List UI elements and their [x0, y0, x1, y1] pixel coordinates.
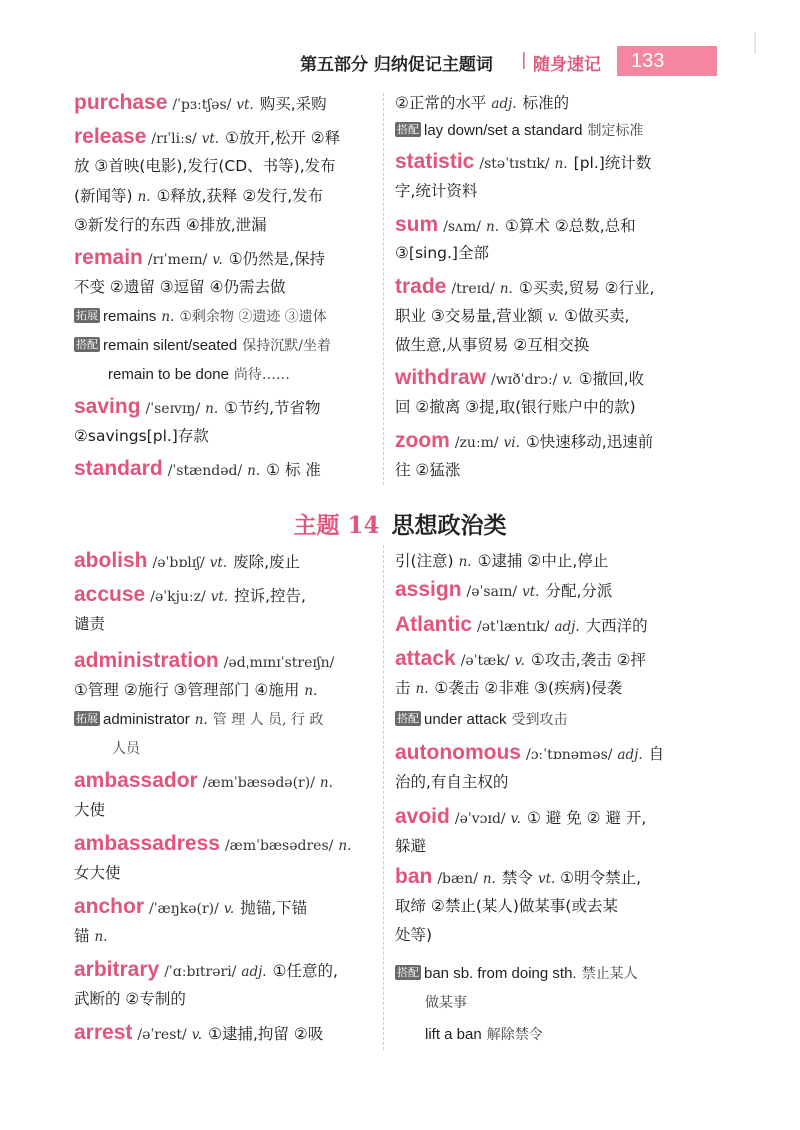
- entry-line: [74, 706, 323, 732]
- entry-line: [395, 922, 432, 948]
- headword: ambassadress: [74, 832, 220, 855]
- entry-line: [425, 989, 467, 1015]
- definition: 职业 ③交易量,营业额: [395, 307, 543, 325]
- entry-line: [395, 675, 622, 701]
- definition: ②正常的水平: [395, 94, 487, 112]
- definition: ①管理 ②施行 ③管理部门 ④施用: [74, 681, 300, 699]
- part-of-speech: v.: [212, 252, 223, 268]
- example-phrase: remain to be done: [108, 366, 229, 383]
- definition: 标准的: [522, 94, 570, 112]
- entry-line: [74, 394, 321, 420]
- entry-line: [74, 332, 331, 358]
- definition: 往 ②猛涨: [395, 461, 461, 479]
- section-name: 思想政治类: [391, 512, 507, 539]
- entry-line: [74, 212, 267, 238]
- headword: ambassador: [74, 769, 198, 792]
- part-of-speech: vi.: [503, 435, 520, 451]
- definition: ①撤回,收: [578, 370, 645, 388]
- part-of-speech: n.: [486, 219, 499, 235]
- entry-line: [74, 456, 321, 482]
- definition: ①放开,松开 ②释: [225, 129, 341, 147]
- example-gloss: 保持沉默/坐着: [242, 338, 331, 354]
- entry-line: [74, 768, 333, 794]
- definition: 取缔 ②禁止(某人)做某事(或去某: [395, 897, 618, 915]
- entry-line: [395, 706, 568, 732]
- phonetic: /stəˈtɪstɪk/: [479, 156, 550, 172]
- part-of-speech: vt.: [537, 871, 556, 887]
- entry-line: [74, 894, 307, 920]
- part-of-speech: n.: [304, 683, 318, 699]
- example-gloss: ①剩余物 ②遗迹 ③遗体: [179, 309, 327, 325]
- definition: 做生意,从事贸易 ②互相交换: [395, 336, 590, 354]
- phonetic: /bæn/: [437, 871, 478, 887]
- header-separator: |: [521, 50, 527, 70]
- entry-line: [74, 648, 334, 674]
- part-title: 第五部分 归纳促记主题词: [300, 55, 493, 75]
- entry-line: [395, 646, 646, 672]
- definition: ①任意的,: [272, 962, 338, 980]
- section-title: [0, 507, 800, 540]
- phonetic: /æmˈbæsədres/: [224, 838, 334, 854]
- part-of-speech: n.: [137, 189, 151, 205]
- part-of-speech: adj.: [554, 619, 580, 635]
- entry-line: [395, 178, 477, 204]
- entry-line: [74, 986, 186, 1012]
- tag-collocation: 搭配: [76, 338, 98, 351]
- phonetic: /əˈvɔɪd/: [454, 811, 506, 827]
- example-phrase: remains: [103, 308, 157, 325]
- definition: ①做买卖,: [564, 307, 630, 325]
- entry-line: [395, 960, 638, 986]
- definition: 回 ②撤离 ③提,取(银行账户中的款): [395, 398, 636, 416]
- definition: ①逮捕 ②中止,停止: [477, 552, 609, 570]
- section-number: 主题 14: [293, 512, 380, 539]
- entry-line: [74, 124, 340, 150]
- definition: ① 标 准: [266, 461, 321, 479]
- phonetic: /əˈrest/: [137, 1027, 187, 1043]
- example-gloss: 禁止某人: [581, 966, 638, 982]
- part-of-speech: adj.: [617, 747, 643, 763]
- definition: 女大使: [74, 864, 121, 882]
- definition: 购买,采购: [259, 95, 327, 113]
- definition: 击: [395, 679, 411, 697]
- tag-expand: 拓展: [76, 712, 98, 725]
- phonetic: /ətˈlæntɪk/: [477, 619, 550, 635]
- example-gloss: 制定标准: [587, 123, 644, 139]
- part-of-speech: n.: [554, 156, 568, 172]
- definition: [pl.]统计数: [573, 154, 652, 172]
- entry-line: [74, 548, 300, 574]
- phonetic: /sʌm/: [443, 219, 481, 235]
- headword: avoid: [395, 805, 450, 828]
- headword: trade: [395, 275, 447, 298]
- entry-line: [395, 612, 648, 638]
- definition: 放 ③首映(电影),发行(CD、书等),发布: [74, 157, 336, 175]
- headword: administration: [74, 649, 219, 672]
- entry-line: [395, 577, 612, 603]
- definition: 控诉,控告,: [234, 587, 306, 605]
- entry-line: [395, 833, 426, 859]
- definition: ③[sing.]全部: [395, 244, 489, 262]
- column-divider-top: [383, 93, 384, 485]
- headword: assign: [395, 578, 462, 601]
- headword: autonomous: [395, 741, 521, 764]
- entry-line: [395, 864, 641, 890]
- page-header: [0, 46, 800, 80]
- definition: (新闻等): [74, 187, 133, 205]
- phonetic: /ˈseɪvɪŋ/: [145, 401, 201, 417]
- part-of-speech: adj.: [241, 964, 267, 980]
- phonetic: /ˈɑːbɪtrəri/: [164, 964, 237, 980]
- example-gloss: 管 理 人 员, 行 政: [212, 712, 324, 728]
- definition: 谴责: [74, 615, 106, 633]
- definition: ① 避 免 ② 避 开,: [526, 809, 647, 827]
- definition: ③新发行的东西 ④排放,泄漏: [74, 216, 267, 234]
- entry-line: [74, 153, 336, 179]
- headword: arbitrary: [74, 958, 160, 981]
- entry-line: [395, 117, 643, 143]
- header-subtitle: 随身速记: [533, 55, 601, 75]
- entry-line: [74, 582, 306, 608]
- example-phrase: ban sb. from doing sth.: [424, 965, 577, 982]
- definition: ①攻击,袭击 ②抨: [530, 651, 647, 669]
- definition: 武断的 ②专制的: [74, 990, 186, 1008]
- headword: release: [74, 125, 147, 148]
- phonetic: /rɪˈmeɪn/: [147, 252, 208, 268]
- part-of-speech: vt.: [522, 584, 540, 600]
- phonetic: /əˈkjuːz/: [150, 589, 206, 605]
- definition: 大使: [74, 801, 106, 819]
- entry-line: [74, 90, 327, 116]
- example-phrase: lift a ban: [425, 1026, 482, 1043]
- entry-line: [395, 428, 653, 454]
- definition: ①算术 ②总数,总和: [505, 217, 636, 235]
- headword: sum: [395, 213, 439, 236]
- definition: 不变 ②遗留 ③逗留 ④仍需去做: [74, 278, 286, 296]
- phonetic: /ˈæŋkə(r)/: [149, 901, 219, 917]
- part-of-speech: vt.: [236, 97, 254, 113]
- entry-line: [74, 957, 338, 983]
- headword: zoom: [395, 429, 450, 452]
- part-of-speech: v.: [191, 1027, 203, 1043]
- definition: 治的,有自主权的: [395, 773, 509, 791]
- definition: ①买卖,贸易 ②行业,: [518, 279, 655, 297]
- headword: withdraw: [395, 366, 487, 389]
- part-of-speech: n.: [194, 712, 208, 728]
- column-divider-bottom: [383, 545, 384, 1050]
- entry-line: [74, 1020, 323, 1046]
- definition: 大西洋的: [585, 617, 648, 635]
- phonetic: /zuːm/: [454, 435, 499, 451]
- entry-line: [74, 245, 325, 271]
- entry-line: [395, 769, 508, 795]
- definition: ①释放,获释 ②发行,发布: [156, 187, 324, 205]
- entry-line: [425, 1021, 543, 1047]
- example-phrase: under attack: [424, 711, 507, 728]
- definition: ①明令禁止,: [560, 869, 642, 887]
- phonetic: /əˈtæk/: [460, 653, 510, 669]
- page-edge-mark: [754, 32, 756, 54]
- example-phrase: remain silent/seated: [103, 337, 238, 354]
- phonetic: /əˈsaɪn/: [466, 584, 518, 600]
- entry-line: [395, 149, 651, 175]
- definition: 自: [648, 745, 665, 763]
- entry-line: [108, 361, 290, 387]
- part-of-speech: vt.: [209, 555, 228, 571]
- phonetic: /ədˌmɪnɪˈstreɪʃn/: [223, 655, 335, 671]
- entry-line: [74, 274, 285, 300]
- part-of-speech: n.: [499, 281, 513, 297]
- entry-line: [395, 303, 629, 329]
- part-of-speech: vt.: [201, 131, 220, 147]
- entry-line: [395, 548, 608, 574]
- phonetic: /wɪðˈdrɔː/: [491, 372, 558, 388]
- headword: arrest: [74, 1021, 133, 1044]
- entry-line: [74, 923, 108, 949]
- part-of-speech: n.: [482, 871, 496, 887]
- entry-line: [395, 240, 489, 266]
- part-of-speech: v.: [514, 653, 525, 669]
- entry-line: [395, 893, 618, 919]
- part-of-speech: v.: [562, 372, 573, 388]
- entry-line: [395, 90, 569, 116]
- tag-expand: 拓展: [76, 309, 98, 322]
- example-gloss: 做某事: [425, 995, 467, 1011]
- entry-line: [395, 804, 646, 830]
- part-of-speech: n.: [205, 401, 219, 417]
- definition: 禁令: [501, 869, 533, 887]
- part-of-speech: v.: [547, 309, 559, 325]
- headword: standard: [74, 457, 163, 480]
- part-of-speech: n.: [247, 463, 261, 479]
- entry-line: [395, 274, 654, 300]
- headword: anchor: [74, 895, 145, 918]
- headword: Atlantic: [395, 613, 473, 636]
- entry-line: [395, 394, 636, 420]
- definition: 引(注意): [395, 552, 454, 570]
- definition: ①袭击 ②非难 ③(疾病)侵袭: [434, 679, 623, 697]
- entry-line: [74, 677, 317, 703]
- headword: accuse: [74, 583, 146, 606]
- page-number: 133: [617, 46, 717, 76]
- entry-line: [395, 332, 589, 358]
- definition: 躲避: [395, 837, 427, 855]
- definition: 抛锚,下锚: [240, 899, 308, 917]
- phonetic: /ɔːˈtɒnəməs/: [526, 747, 613, 763]
- entry-line: [395, 212, 636, 238]
- definition: ①逮捕,拘留 ②吸: [208, 1025, 324, 1043]
- definition: 处等): [395, 926, 433, 944]
- part-of-speech: n.: [94, 929, 108, 945]
- headword: ban: [395, 865, 433, 888]
- phonetic: /rɪˈliːs/: [151, 131, 197, 147]
- definition: 废除,废止: [233, 553, 301, 571]
- example-gloss: 尚待……: [233, 367, 290, 383]
- headword: abolish: [74, 549, 148, 572]
- entry-line: [74, 860, 121, 886]
- phonetic: /ˈpɜːtʃəs/: [172, 97, 232, 113]
- example-gloss: 受到攻击: [511, 712, 568, 728]
- part-of-speech: n.: [415, 681, 429, 697]
- tag-collocation: 搭配: [397, 966, 419, 979]
- headword: statistic: [395, 150, 475, 173]
- part-of-speech: vt.: [210, 589, 229, 605]
- definition: 分配,分派: [545, 582, 613, 600]
- entry-line: [112, 735, 140, 761]
- headword: attack: [395, 647, 456, 670]
- tag-collocation: 搭配: [397, 123, 419, 136]
- phonetic: /ˈstændəd/: [167, 463, 243, 479]
- phonetic: /əˈbɒlɪʃ/: [152, 555, 205, 571]
- part-of-speech: v.: [510, 811, 521, 827]
- headword: remain: [74, 246, 143, 269]
- entry-line: [74, 183, 323, 209]
- definition: 锚: [74, 927, 90, 945]
- part-of-speech: n.: [161, 309, 175, 325]
- phonetic: /æmˈbæsədə(r)/: [202, 775, 315, 791]
- definition: ②savings[pl.]存款: [74, 427, 209, 445]
- entry-line: [395, 740, 664, 766]
- entry-line: [74, 797, 105, 823]
- entry-line: [74, 303, 327, 329]
- entry-line: [74, 611, 105, 637]
- part-of-speech: n.: [458, 554, 472, 570]
- part-of-speech: n.: [319, 775, 333, 791]
- entry-line: [395, 457, 460, 483]
- part-of-speech: v.: [223, 901, 235, 917]
- definition: ①快速移动,迅速前: [525, 433, 654, 451]
- entry-line: [74, 831, 351, 857]
- example-gloss: 解除禁令: [486, 1027, 543, 1043]
- example-phrase: administrator: [103, 711, 190, 728]
- example-phrase: lay down/set a standard: [424, 122, 583, 139]
- part-of-speech: n.: [338, 838, 352, 854]
- entry-line: [74, 423, 209, 449]
- example-gloss: 人员: [112, 741, 140, 757]
- headword: purchase: [74, 91, 168, 114]
- entry-line: [395, 365, 644, 391]
- part-of-speech: adj.: [491, 96, 517, 112]
- definition: ①仍然是,保持: [228, 250, 326, 268]
- phonetic: /treɪd/: [451, 281, 495, 297]
- tag-collocation: 搭配: [397, 712, 419, 725]
- headword: saving: [74, 395, 141, 418]
- definition: ①节约,节省物: [224, 399, 321, 417]
- definition: 字,统计资料: [395, 182, 478, 200]
